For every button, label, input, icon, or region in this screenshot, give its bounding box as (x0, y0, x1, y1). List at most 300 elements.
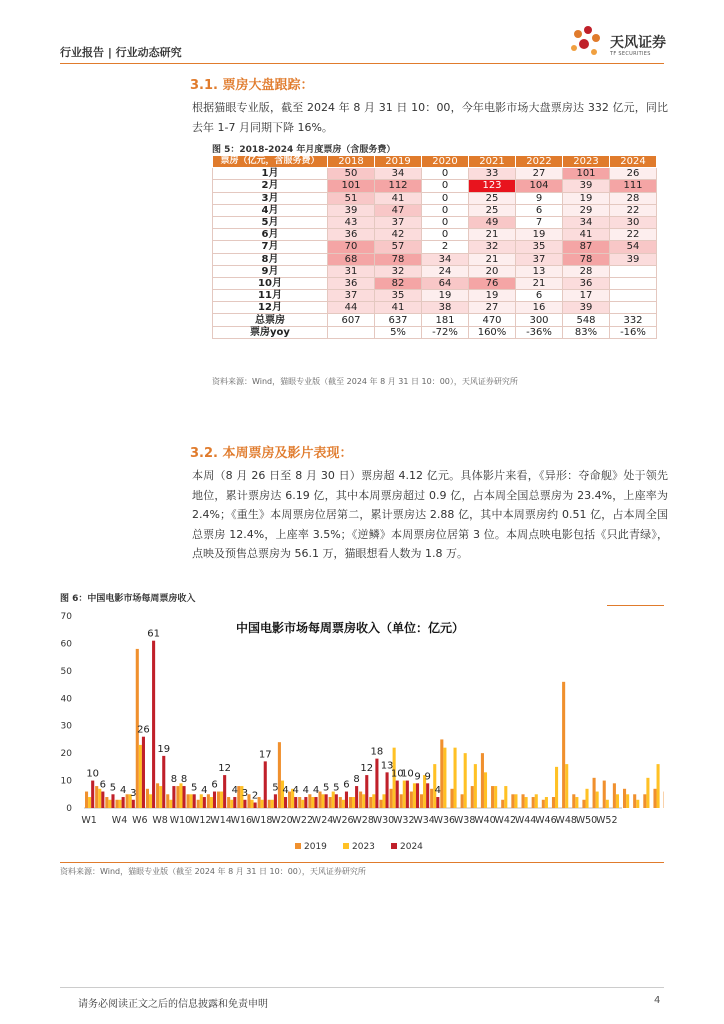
table-cell: 34 (375, 168, 422, 180)
bar-2023 (636, 800, 639, 808)
table-cell: 25 (469, 192, 516, 204)
bar-2019 (582, 800, 585, 808)
data-label-2024: 18 (370, 746, 384, 758)
bar-2023 (525, 797, 528, 808)
bar-2019 (491, 786, 494, 808)
bar-2024 (213, 792, 216, 808)
legend-swatch-2019 (295, 843, 301, 849)
bar-2019 (146, 789, 149, 808)
table-cell: 50 (328, 168, 375, 180)
figure-6-divider (607, 605, 664, 606)
bar-2023 (474, 764, 477, 808)
table-row (213, 253, 657, 265)
bar-2024 (304, 797, 307, 808)
x-tick-label: W50 (575, 815, 598, 826)
data-label-2024: 3 (241, 787, 249, 799)
table-cell: 39 (328, 204, 375, 216)
figure-5-source: 资料来源：Wind，猫眼专业版（截至 2024 年 8 月 31 日 10：00），天风证券研究所 (212, 377, 518, 386)
table-header-row (213, 156, 657, 168)
y-tick-label: 30 (60, 721, 72, 732)
row-label: 票房yoy (213, 326, 328, 338)
table-cell: 30 (610, 216, 657, 228)
bar-2019 (298, 797, 301, 808)
y-tick-label: 50 (60, 666, 72, 677)
data-label-2024: 6 (211, 779, 218, 791)
x-tick-label: W32 (393, 815, 415, 826)
bar-2023 (261, 800, 264, 808)
bar-2024 (406, 781, 409, 808)
table-cell: -72% (422, 326, 469, 338)
row-label: 2月 (213, 180, 328, 192)
bar-2019 (653, 789, 656, 808)
row-label: 1月 (213, 168, 328, 180)
table-cell: 300 (516, 314, 563, 326)
table-cell: 21 (469, 253, 516, 265)
bar-2023 (149, 794, 152, 808)
x-tick-label: W6 (132, 815, 148, 826)
table-cell: 160% (469, 326, 516, 338)
table-cell: -36% (516, 326, 563, 338)
x-tick-label: W20 (271, 815, 293, 826)
table-cell: 2 (422, 241, 469, 253)
figure-6-source: 资料来源：Wind，猫眼专业版（截至 2024 年 8 月 31 日 10：00），天风证券研究所 (60, 867, 366, 876)
table-cell: 0 (422, 192, 469, 204)
bar-2019 (85, 792, 88, 808)
table-cell: 26 (610, 168, 657, 180)
bar-2024 (172, 786, 175, 808)
bar-2023 (555, 767, 558, 808)
legend-swatch-2023 (343, 843, 349, 849)
table-cell: 49 (469, 216, 516, 228)
table-cell: 111 (610, 180, 657, 192)
bar-2023 (230, 800, 233, 808)
x-tick-label: W14 (210, 815, 232, 826)
bar-2023 (494, 786, 497, 808)
bar-2024 (223, 775, 226, 808)
table-cell: 123 (469, 180, 516, 192)
table-cell: 17 (563, 290, 610, 302)
bar-2024 (152, 641, 155, 808)
row-label: 总票房 (213, 314, 328, 326)
table-cell: 19 (469, 290, 516, 302)
table-cell (610, 302, 657, 314)
table-cell: 83% (563, 326, 610, 338)
bar-2024 (396, 781, 399, 808)
table-cell: 51 (328, 192, 375, 204)
table-cell (610, 277, 657, 289)
table-cell: 7 (516, 216, 563, 228)
bar-2023 (464, 753, 467, 808)
table-row (213, 290, 657, 302)
bar-2023 (301, 800, 304, 808)
row-label: 9月 (213, 265, 328, 277)
bar-2019 (633, 794, 636, 808)
bar-2023 (596, 792, 599, 808)
section-3-2-paragraph: 本周（8 月 26 日至 8 月 30 日）票房超 4.12 亿元。具体影片来看，《异形：夺命舰》处于领先地位，累计票房达 6.19 亿，其中本周票房超过 0.9 亿，占本周全国总票房为 23.4%，上座率为 2.4%；《重生》本周票房位居第二，累计票房达 2.88 亿，其中本周票房约 0.51 亿，占本周全国总票房 12.4%，上座率 3.5%；《逆鳞》本周票房位居第 3 位。本周点映电影包括《只此青绿》，点映及预售总票房为 56.1 万，猫眼想看人数为 1.8 万。 (192, 469, 668, 560)
bar-2019 (329, 797, 332, 808)
data-label-2024: 13 (380, 760, 394, 772)
x-tick-label: W42 (494, 815, 517, 826)
table-cell: 0 (422, 168, 469, 180)
bar-2023 (108, 800, 111, 808)
table-row (213, 314, 657, 326)
table-cell: 54 (610, 241, 657, 253)
bar-2019 (603, 781, 606, 808)
bar-2024 (264, 761, 267, 808)
bar-2024 (233, 797, 236, 808)
data-label-2024: 5 (333, 782, 340, 794)
table-cell: 87 (563, 241, 610, 253)
table-cell: 0 (422, 204, 469, 216)
table-cell: 41 (375, 192, 422, 204)
bar-2024 (91, 781, 94, 808)
x-tick-label: W44 (514, 815, 537, 826)
bar-2019 (187, 794, 190, 808)
row-label: 3月 (213, 192, 328, 204)
table-cell: 39 (563, 180, 610, 192)
table-cell: 24 (422, 265, 469, 277)
x-tick-label: W40 (474, 815, 496, 826)
bar-2019 (572, 794, 575, 808)
bar-2019 (501, 800, 504, 808)
bar-2019 (217, 792, 220, 808)
y-tick-label: 60 (60, 639, 72, 650)
bar-2019 (593, 778, 596, 808)
table-cell: 28 (610, 192, 657, 204)
x-tick-label: W18 (250, 815, 273, 826)
y-tick-label: 40 (60, 694, 72, 705)
table-cell (328, 326, 375, 338)
bar-2024 (325, 794, 328, 808)
bar-2023 (575, 797, 578, 808)
table-cell: 5% (375, 326, 422, 338)
section-3-2-title: 3.2. 本周票房及影片表现： (190, 446, 353, 461)
table-cell: 37 (375, 216, 422, 228)
x-tick-label: W1 (81, 815, 97, 826)
table-cell: 25 (469, 204, 516, 216)
bar-2019 (623, 789, 626, 808)
row-label: 10月 (213, 277, 328, 289)
box-office-table (212, 155, 657, 339)
bar-2019 (552, 797, 555, 808)
data-label-2024: 4 (231, 785, 238, 797)
bar-2024 (294, 797, 297, 808)
bar-2024 (132, 800, 135, 808)
table-cell: 68 (328, 253, 375, 265)
data-label-2024: 5 (272, 782, 279, 794)
row-label: 11月 (213, 290, 328, 302)
bar-2019 (450, 789, 453, 808)
table-row (213, 241, 657, 253)
table-cell: 470 (469, 314, 516, 326)
table-cell: 16 (516, 302, 563, 314)
bar-2019 (400, 794, 403, 808)
bar-2019 (461, 794, 464, 808)
x-tick-label: W38 (453, 815, 476, 826)
bar-2024 (284, 797, 287, 808)
y-tick-label: 20 (60, 749, 72, 760)
bar-2019 (643, 794, 646, 808)
data-label-2024: 61 (147, 628, 160, 640)
y-tick-label: 70 (60, 612, 72, 622)
x-tick-label: W28 (352, 815, 374, 826)
data-label-2024: 5 (109, 782, 117, 794)
data-label-2024: 9 (414, 771, 421, 783)
x-tick-label: W4 (111, 815, 128, 826)
x-tick-label: W12 (189, 815, 212, 826)
bar-2024 (314, 797, 317, 808)
logo-name: 天风证券 (610, 35, 666, 51)
bar-2019 (410, 792, 413, 808)
bar-2023 (220, 792, 223, 808)
table-cell: 35 (375, 290, 422, 302)
bar-2019 (105, 797, 108, 808)
bar-2019 (390, 789, 393, 808)
table-cell: 34 (422, 253, 469, 265)
bar-2023 (413, 783, 416, 808)
data-label-2024: 6 (343, 779, 350, 791)
bar-2019 (369, 797, 372, 808)
table-cell: 57 (375, 241, 422, 253)
table-cell: -16% (610, 326, 657, 338)
data-label-2024: 10 (390, 768, 404, 780)
data-label-2024: 4 (292, 785, 299, 797)
bar-2019 (207, 794, 210, 808)
table-row (213, 192, 657, 204)
bar-2023 (372, 794, 375, 808)
bar-2023 (514, 794, 517, 808)
data-label-2024: 12 (360, 763, 374, 775)
bar-2023 (169, 800, 172, 808)
table-cell: 34 (563, 216, 610, 228)
table-cell: 82 (375, 277, 422, 289)
bar-2024 (345, 792, 348, 808)
bar-2023 (504, 786, 507, 808)
table-cell: 44 (328, 302, 375, 314)
data-label-2024: 3 (130, 787, 137, 799)
data-label-2024: 6 (99, 779, 107, 791)
bar-2019 (511, 794, 514, 808)
x-tick-label: W24 (311, 815, 334, 826)
bar-2019 (521, 794, 524, 808)
bar-2024 (193, 794, 196, 808)
table-cell: 47 (375, 204, 422, 216)
table-cell: 41 (375, 302, 422, 314)
bar-2019 (420, 794, 423, 808)
table-cell: 27 (469, 302, 516, 314)
bar-2023 (139, 745, 142, 808)
bar-2023 (382, 794, 385, 808)
table-cell: 332 (610, 314, 657, 326)
x-tick-label: W26 (332, 815, 354, 826)
logo-subtitle: TF SECURITIES (610, 51, 651, 57)
table-header-cell: 2020 (422, 156, 469, 168)
bar-2019 (268, 800, 271, 808)
table-cell: 33 (469, 168, 516, 180)
table-cell: 6 (516, 290, 563, 302)
bar-2023 (362, 794, 365, 808)
legend-label: 2023 (352, 842, 375, 852)
table-cell (610, 265, 657, 277)
table-cell (610, 290, 657, 302)
y-tick-label: 10 (60, 776, 72, 787)
bar-2024 (203, 797, 206, 808)
table-row (213, 277, 657, 289)
table-cell: 112 (375, 180, 422, 192)
row-label: 8月 (213, 253, 328, 265)
bar-2024 (122, 797, 125, 808)
table-row (213, 216, 657, 228)
bar-2024 (254, 803, 257, 808)
bar-2023 (535, 794, 538, 808)
bar-2024 (355, 786, 358, 808)
footer-divider (60, 987, 664, 988)
x-tick-label: W22 (291, 815, 313, 826)
x-tick-label: W30 (372, 815, 395, 826)
data-label-2024: 4 (119, 785, 127, 797)
bar-2019 (613, 783, 616, 808)
bar-2023 (179, 783, 182, 808)
header-divider (60, 63, 664, 64)
bar-2019 (126, 794, 129, 808)
bar-2024 (162, 756, 165, 808)
chart-title: 中国电影市场每周票房收入（单位：亿元） (235, 621, 465, 635)
bar-2024 (386, 772, 389, 808)
table-cell: 19 (563, 192, 610, 204)
bar-2023 (403, 781, 406, 808)
row-label: 4月 (213, 204, 328, 216)
table-row (213, 168, 657, 180)
table-cell: 101 (563, 168, 610, 180)
row-label: 7月 (213, 241, 328, 253)
x-tick-label: W34 (413, 815, 435, 826)
bar-2019 (471, 786, 474, 808)
table-cell: 31 (328, 265, 375, 277)
bar-2019 (197, 800, 200, 808)
data-label-2024: 5 (191, 782, 198, 794)
bar-2019 (115, 800, 118, 808)
data-label-2024: 17 (258, 749, 272, 761)
bar-2019 (481, 753, 484, 808)
bar-2019 (440, 739, 443, 808)
row-label: 5月 (213, 216, 328, 228)
bar-2019 (278, 742, 281, 808)
table-row (213, 265, 657, 277)
table-row (213, 229, 657, 241)
bar-2019 (339, 797, 342, 808)
weekly-box-office-chart (60, 608, 664, 858)
x-tick-label: W10 (169, 815, 192, 826)
table-row (213, 180, 657, 192)
bar-2024 (243, 800, 246, 808)
table-header-cell: 票房（亿元，含服务费） (213, 156, 328, 168)
table-cell: 42 (375, 229, 422, 241)
x-tick-label: W16 (230, 815, 253, 826)
bar-2019 (562, 682, 565, 808)
table-header-cell: 2023 (563, 156, 610, 168)
bar-2019 (227, 797, 230, 808)
data-label-2024: 8 (180, 774, 188, 786)
table-cell: 9 (516, 192, 563, 204)
table-cell: 78 (375, 253, 422, 265)
bar-2023 (332, 792, 335, 808)
bar-2019 (542, 800, 545, 808)
data-label-2024: 9 (424, 771, 431, 783)
table-cell: 22 (610, 229, 657, 241)
table-cell: 607 (328, 314, 375, 326)
figure-6-caption: 图 6：中国电影市场每周票房收入 (60, 594, 196, 604)
table-cell: 32 (469, 241, 516, 253)
table-cell: 39 (563, 302, 610, 314)
table-cell: 0 (422, 229, 469, 241)
report-category: 行业报告 | 行业动态研究 (60, 46, 182, 59)
table-cell: 6 (516, 204, 563, 216)
table-cell: 27 (516, 168, 563, 180)
table-header-cell: 2021 (469, 156, 516, 168)
bar-2024 (416, 783, 419, 808)
bar-2023 (484, 772, 487, 808)
data-label-2024: 2 (251, 790, 259, 802)
table-cell: 104 (516, 180, 563, 192)
bar-2023 (657, 764, 660, 808)
table-cell: 36 (563, 277, 610, 289)
figure-6-bottom-divider (60, 862, 664, 863)
bar-2023 (200, 794, 203, 808)
bar-2023 (322, 794, 325, 808)
table-header-cell: 2018 (328, 156, 375, 168)
bar-2023 (585, 789, 588, 808)
table-cell: 37 (328, 290, 375, 302)
table-cell: 637 (375, 314, 422, 326)
row-label: 12月 (213, 302, 328, 314)
table-cell: 19 (422, 290, 469, 302)
table-cell: 13 (516, 265, 563, 277)
bar-2023 (646, 778, 649, 808)
figure-5-caption: 图 5：2018-2024 年月度票房（含服务费） (212, 145, 396, 155)
table-row (213, 326, 657, 338)
data-label-2024: 4 (302, 785, 310, 797)
table-cell: 43 (328, 216, 375, 228)
data-label-2024: 4 (312, 785, 320, 797)
bar-2024 (426, 783, 429, 808)
bar-2023 (311, 797, 314, 808)
bar-2023 (545, 797, 548, 808)
bar-2019 (308, 794, 311, 808)
bar-2019 (379, 800, 382, 808)
y-tick-label: 0 (66, 804, 72, 814)
data-label-2024: 4 (282, 785, 289, 797)
table-cell: 78 (563, 253, 610, 265)
bar-2019 (176, 786, 179, 808)
data-label-2024: 26 (137, 724, 150, 736)
table-cell: 37 (516, 253, 563, 265)
table-cell: 22 (610, 204, 657, 216)
table-cell: 41 (563, 229, 610, 241)
data-label-2024: 10 (86, 768, 100, 780)
bar-2019 (430, 789, 433, 808)
table-cell: 76 (469, 277, 516, 289)
table-cell: 70 (328, 241, 375, 253)
table-cell: 19 (516, 229, 563, 241)
table-cell: 101 (328, 180, 375, 192)
bar-2019 (349, 797, 352, 808)
legend-label: 2024 (400, 842, 423, 852)
table-cell: 32 (375, 265, 422, 277)
bar-2023 (210, 797, 213, 808)
bar-2023 (190, 794, 193, 808)
table-cell: 21 (516, 277, 563, 289)
table-row (213, 204, 657, 216)
